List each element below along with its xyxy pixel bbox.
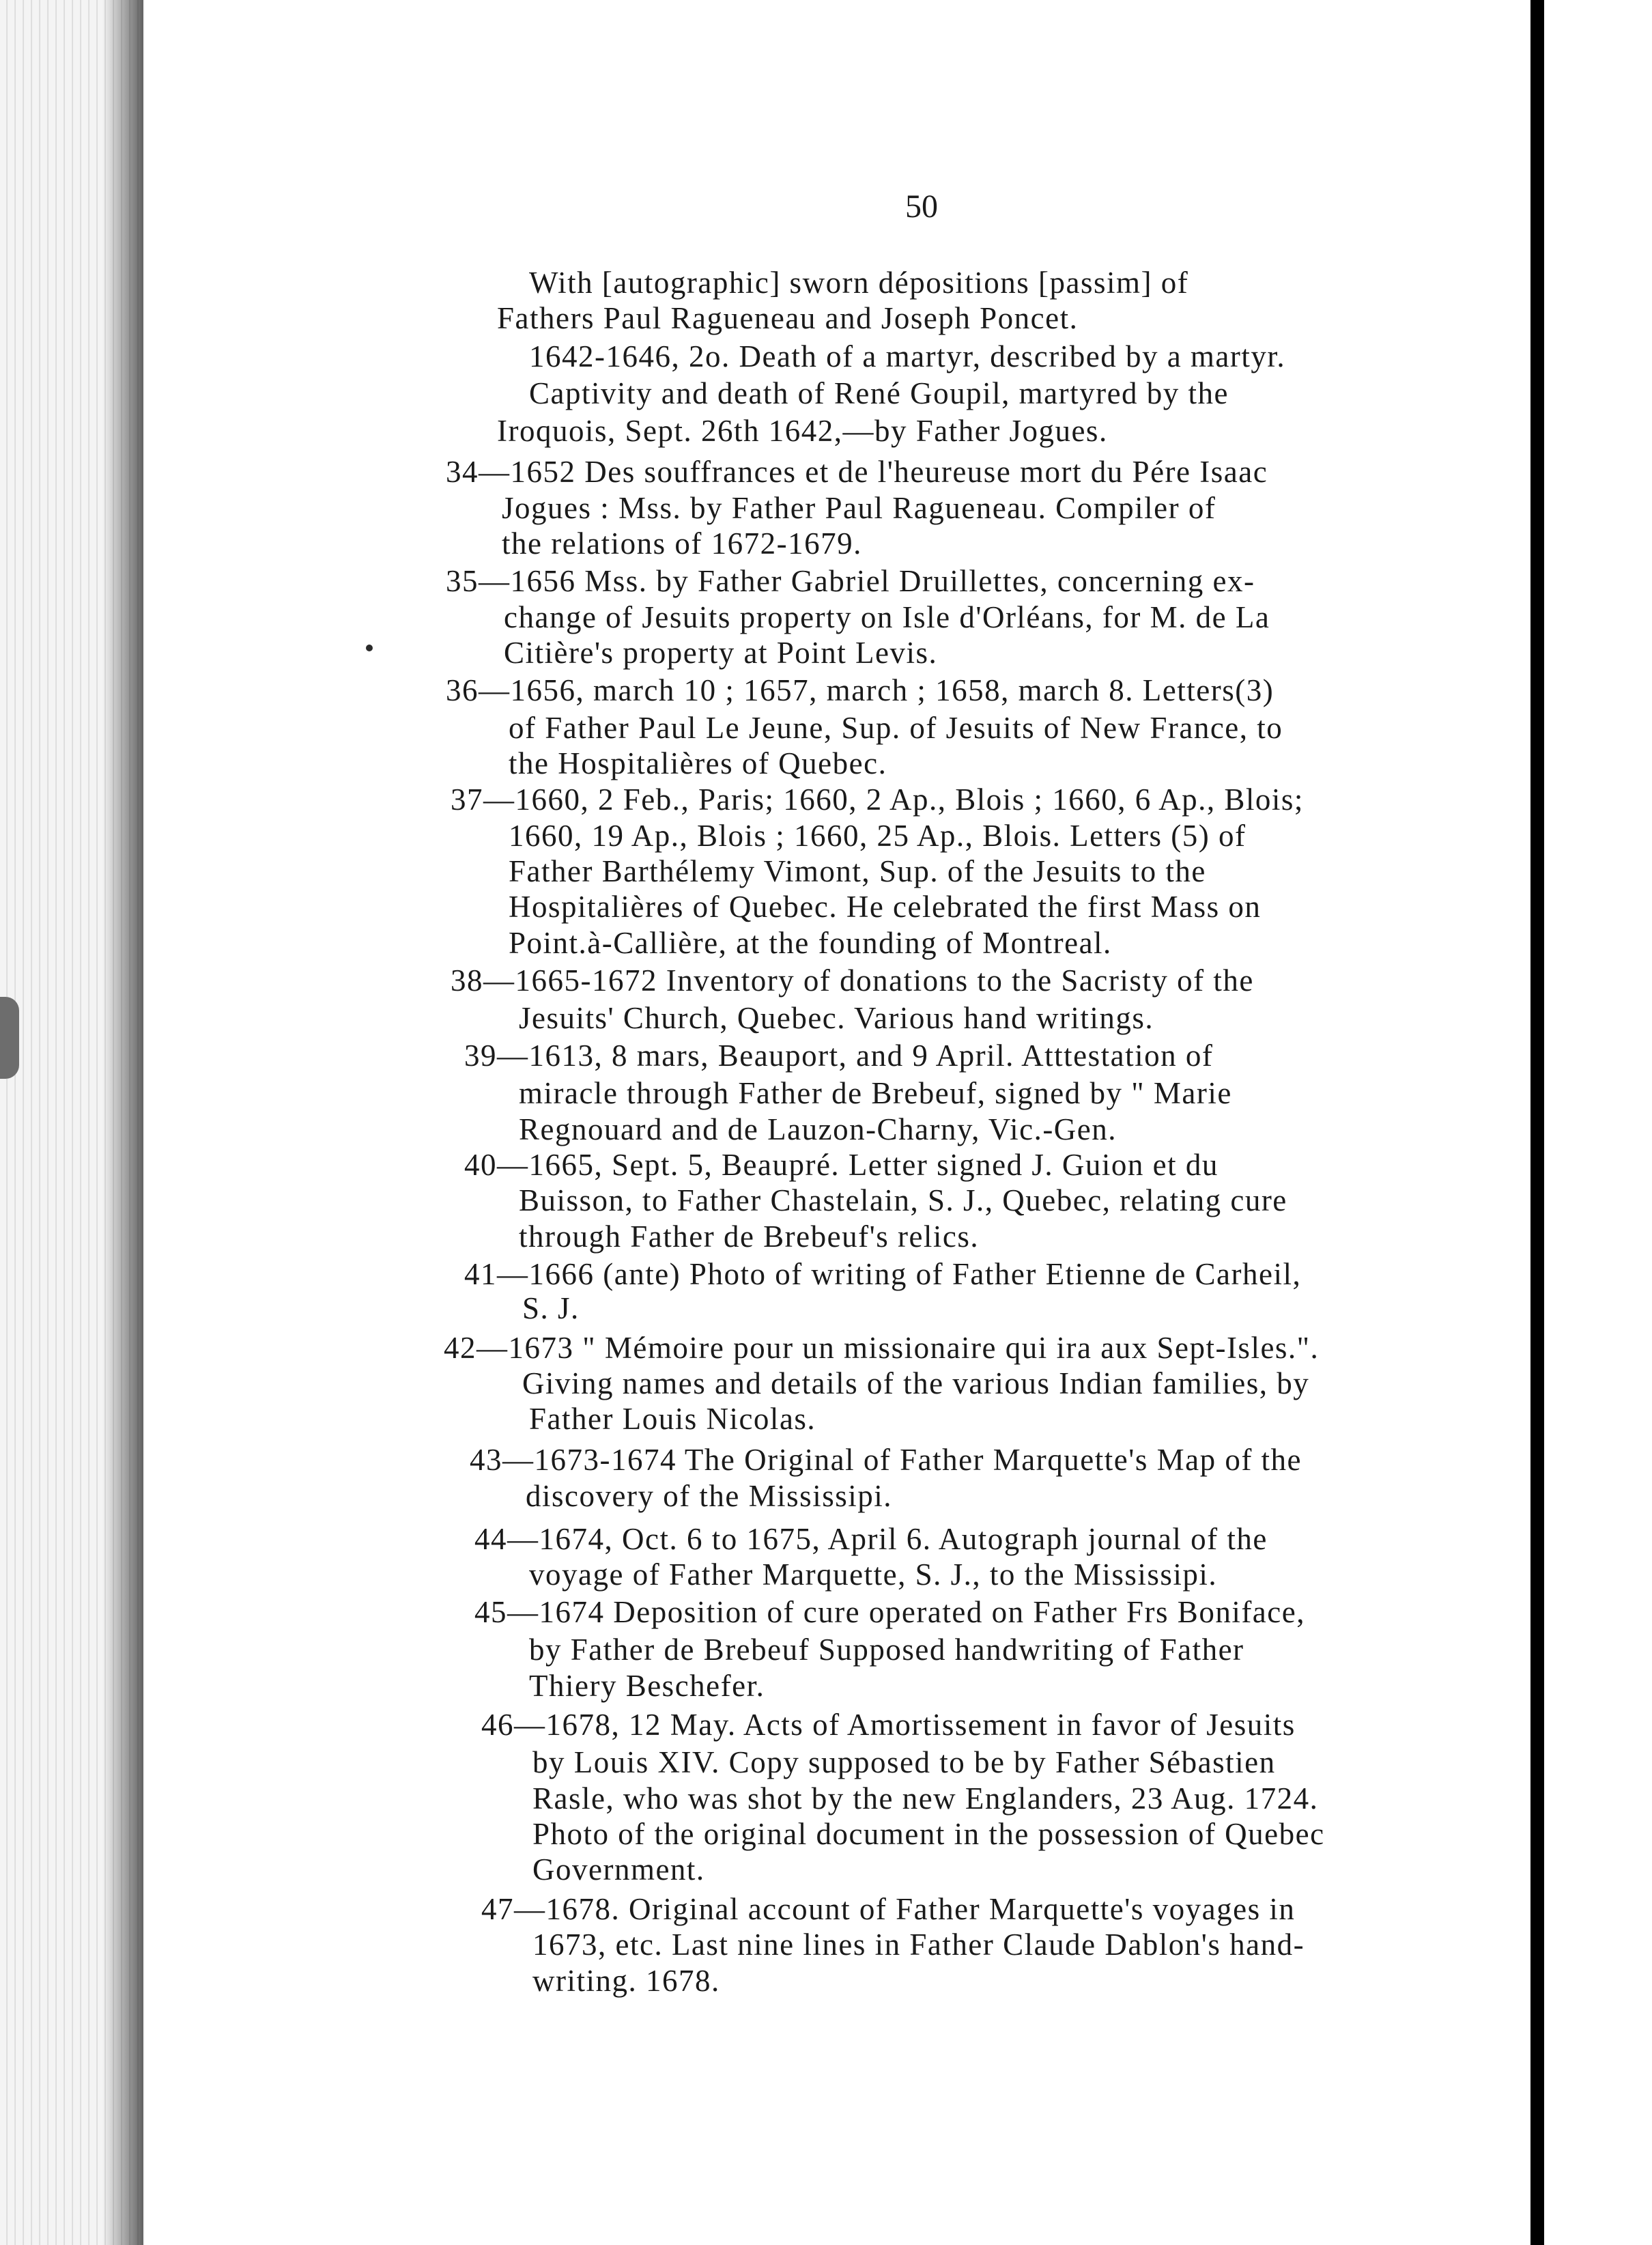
text-line: 34—1652 Des souffrances et de l'heureuse mort du Pére Isaac	[446, 455, 1268, 489]
leaf-mark	[0, 997, 19, 1079]
text-line: Giving names and details of the various Indian families, by	[522, 1366, 1310, 1400]
text-line: the relations of 1672-1679.	[502, 526, 862, 561]
text-line: 39—1613, 8 mars, Beauport, and 9 April. Atttestation of	[464, 1039, 1214, 1073]
text-line: Captivity and death of René Goupil, martyred by the	[529, 376, 1229, 410]
text-line: 46—1678, 12 May. Acts of Amortissement in favor of Jesuits	[481, 1708, 1296, 1742]
text-line: 38—1665-1672 Inventory of donations to the Sacristy of the	[451, 963, 1254, 998]
text-line: 1673, etc. Last nine lines in Father Claude Dablon's hand-	[532, 1928, 1305, 1962]
text-line: Jogues : Mss. by Father Paul Ragueneau. Compiler of	[502, 491, 1216, 525]
text-line: 1660, 19 Ap., Blois ; 1660, 25 Ap., Blois. Letters (5) of	[509, 819, 1247, 853]
text-line: 36—1656, march 10 ; 1657, march ; 1658, march 8. Letters(3)	[446, 673, 1274, 707]
text-line: Government.	[532, 1852, 705, 1887]
next-page-edge	[1544, 0, 1652, 2245]
text-line: 47—1678. Original account of Father Marquette's voyages in	[481, 1892, 1296, 1926]
text-line: change of Jesuits property on Isle d'Orléans, for M. de La	[504, 600, 1270, 634]
page-number: 50	[905, 188, 938, 225]
text-line: Regnouard and de Lauzon-Charny, Vic.-Gen.	[519, 1112, 1117, 1146]
text-line: 43—1673-1674 The Original of Father Marquette's Map of the	[470, 1443, 1302, 1477]
text-line: Buisson, to Father Chastelain, S. J., Quebec, relating cure	[519, 1183, 1287, 1217]
text-line: Thiery Beschefer.	[529, 1669, 765, 1703]
text-line: voyage of Father Marquette, S. J., to the Mississipi.	[529, 1557, 1218, 1592]
text-line: 45—1674 Deposition of cure operated on Father Frs Boniface,	[474, 1595, 1305, 1629]
stray-mark	[366, 645, 373, 651]
text-line: by Louis XIV. Copy supposed to be by Father Sébastien	[532, 1745, 1276, 1779]
text-line: 44—1674, Oct. 6 to 1675, April 6. Autograph journal of the	[474, 1522, 1268, 1556]
text-line: miracle through Father de Brebeuf, signed by " Marie	[519, 1076, 1232, 1110]
text-line: the Hospitalières of Quebec.	[509, 746, 887, 780]
text-line: 35—1656 Mss. by Father Gabriel Druillettes, concerning ex-	[446, 564, 1255, 598]
text-line: 40—1665, Sept. 5, Beaupré. Letter signed J. Guion et du	[464, 1148, 1219, 1182]
text-line: Father Barthélemy Vimont, Sup. of the Jesuits to the	[509, 854, 1206, 888]
leaf-shadow	[102, 0, 143, 2245]
text-line: Rasle, who was shot by the new Englanders, 23 Aug. 1724.	[532, 1781, 1319, 1816]
text-line: 37—1660, 2 Feb., Paris; 1660, 2 Ap., Blois ; 1660, 6 Ap., Blois;	[451, 782, 1304, 817]
text-line: Father Louis Nicolas.	[529, 1402, 816, 1436]
text-line: 1642-1646, 2o. Death of a martyr, described by a martyr.	[529, 339, 1286, 373]
text-line: of Father Paul Le Jeune, Sup. of Jesuits of New France, to	[509, 711, 1283, 745]
text-line: S. J.	[522, 1291, 580, 1325]
text-line: 41—1666 (ante) Photo of writing of Father Etienne de Carheil,	[464, 1257, 1302, 1291]
text-line: With [autographic] sworn dépositions [passim] of	[529, 266, 1189, 300]
text-line: Hospitalières of Quebec. He celebrated the first Mass on	[509, 890, 1262, 924]
text-line: Iroquois, Sept. 26th 1642,—by Father Jogues.	[497, 414, 1108, 448]
text-line: Jesuits' Church, Quebec. Various hand writings.	[519, 1001, 1154, 1035]
text-line: discovery of the Mississipi.	[526, 1479, 892, 1513]
text-line: Fathers Paul Ragueneau and Joseph Poncet.	[497, 301, 1079, 335]
text-line: Citière's property at Point Levis.	[504, 636, 938, 670]
text-line: 42—1673 " Mémoire pour un missionaire qui ira aux Sept-Isles.".	[444, 1331, 1320, 1365]
text-line: writing. 1678.	[532, 1964, 720, 1998]
text-line: by Father de Brebeuf Supposed handwriting of Father	[529, 1633, 1244, 1667]
text-line: through Father de Brebeuf's relics.	[519, 1219, 980, 1254]
text-line: Photo of the original document in the possession of Quebec	[532, 1817, 1325, 1851]
text-line: Point.à-Callière, at the founding of Montreal.	[509, 926, 1112, 960]
